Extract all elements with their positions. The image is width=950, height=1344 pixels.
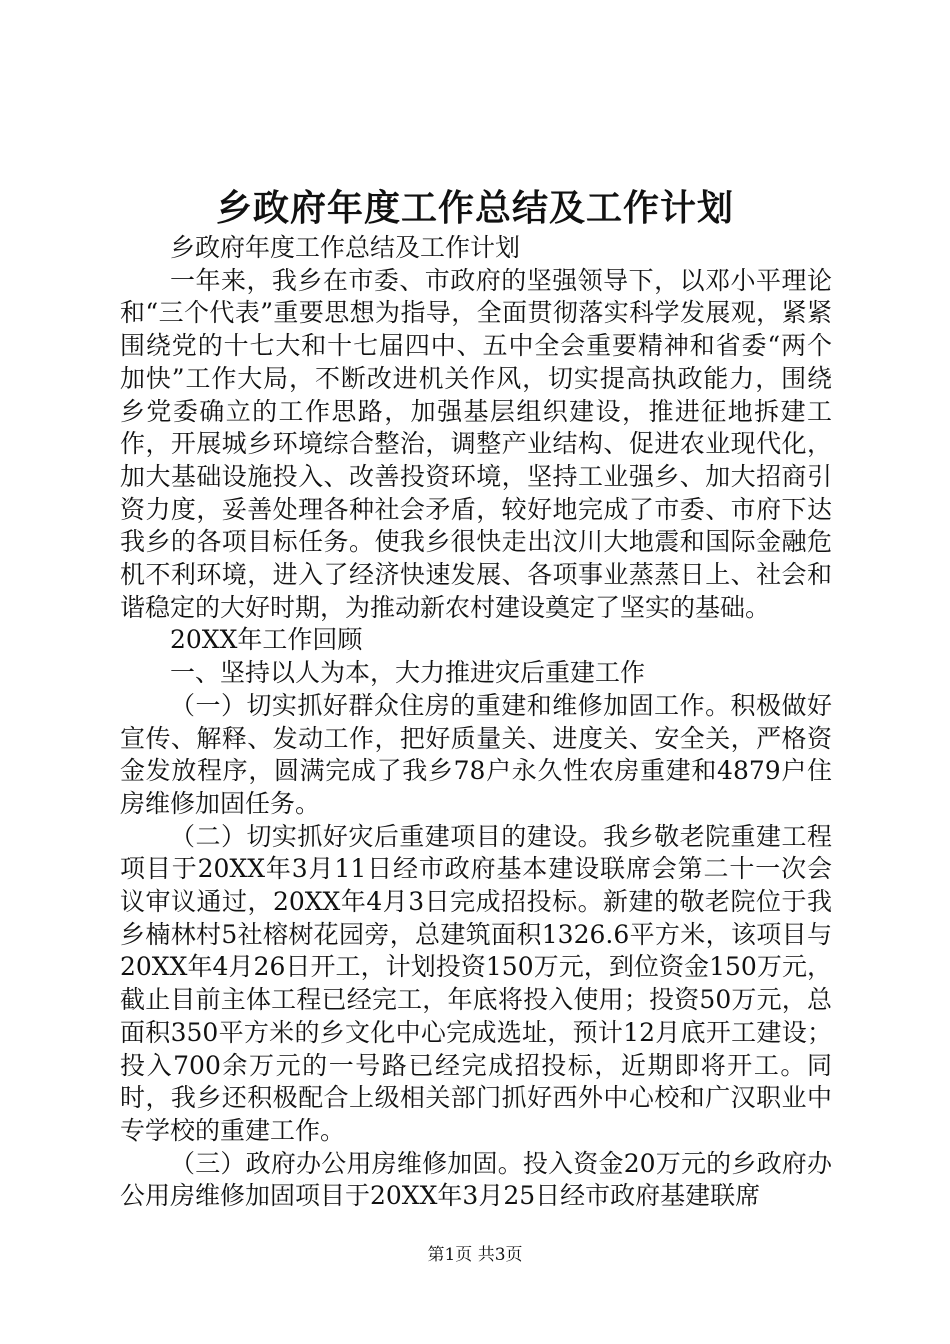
section-heading-review: 20XX年工作回顾 (170, 625, 363, 655)
paragraph-housing: （一）切实抓好群众住房的重建和维修加固工作。积极做好宣传、解释、发动工作，把好质量关、进度关、安全关，严格资金发放程序，圆满完成了我乡78户永久性农房重建和4879户住房维修加固任务。 (120, 690, 832, 818)
paragraph-subtitle: 乡政府年度工作总结及工作计划 (170, 233, 521, 262)
section-heading-reconstruction: 一、坚持以人为本，大力推进灾后重建工作 (170, 658, 646, 688)
document-title: 乡政府年度工作总结及工作计划 (215, 187, 734, 229)
page-footer: 第1页 共3页 (427, 1245, 523, 1265)
paragraph-projects: （二）切实抓好灾后重建项目的建设。我乡敬老院重建工程项目于20XX年3月11日经市政府基本建设联席会第二十一次会议审议通过，20XX年4月3日完成招投标。新建的敬老院位于我乡楠林村5社榕树花园旁，总建筑面积1326.6平方米，该项目与20XX年4月26日开工，计划投资150万元，到位资金150万元，截止目前主体工程已经完工，年底将投入使用；投资50万元，总面积350平方米的乡文化中心完成选址，预计12月底开工建设；投入700余万元的一号路已经完成招投标，近期即将开工。同时，我乡还积极配合上级相关部门抓好西外中心校和广汉职业中专学校的重建工作。 (120, 821, 832, 1145)
document-body (120, 232, 832, 1213)
paragraph-office: （三）政府办公用房维修加固。投入资金20万元的乡政府办公用房维修加固项目于20XX年3月25日经市政府基建联席 (120, 1148, 832, 1211)
paragraph-intro: 一年来，我乡在市委、市政府的坚强领导下，以邓小平理论和“三个代表”重要思想为指导，全面贯彻落实科学发展观，紧紧围绕党的十七大和十七届四中、五中全会重要精神和省委“两个加快”工作大局，不断改进机关作风，切实提高执政能力，围绕乡党委确立的工作思路，加强基层组织建设，推进征地拆建工作，开展城乡环境综合整治，调整产业结构、促进农业现代化，加大基础设施投入、改善投资环境，坚持工业强乡、加大招商引资力度，妥善处理各种社会矛盾，较好地完成了市委、市府下达我乡的各项目标任务。使我乡很快走出汶川大地震和国际金融危机不利环境，进入了经济快速发展、各项事业蒸蒸日上、社会和谐稳定的大好时期，为推动新农村建设奠定了坚实的基础。 (120, 265, 832, 622)
